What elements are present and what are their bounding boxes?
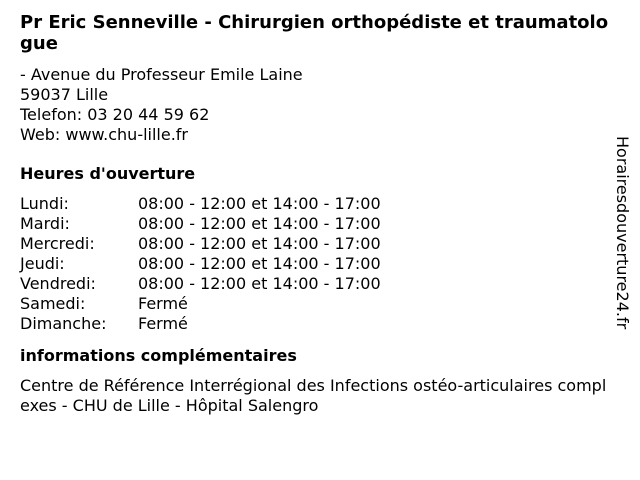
day-hours: Fermé xyxy=(138,294,188,313)
day-label: Dimanche: xyxy=(20,314,107,333)
day-label: Mardi: xyxy=(20,214,70,233)
hours-heading: Heures d'ouverture xyxy=(20,164,196,183)
hours-row-samedi xyxy=(20,294,610,314)
hours-row-lundi xyxy=(20,194,610,214)
day-hours: 08:00 - 12:00 et 14:00 - 17:00 xyxy=(138,234,381,253)
day-label: Lundi: xyxy=(20,194,69,213)
info-description: Centre de Référence Interrégional des Infections ostéo-articulaires complexes - CHU de Lille - Hôpital Salengro xyxy=(20,376,607,415)
city-postcode: 59037 Lille xyxy=(20,85,109,104)
hours-row-vendredi xyxy=(20,274,610,294)
hours-row-jeudi xyxy=(20,254,610,274)
day-hours: 08:00 - 12:00 et 14:00 - 17:00 xyxy=(138,254,381,273)
day-hours: 08:00 - 12:00 et 14:00 - 17:00 xyxy=(138,274,381,293)
day-hours: 08:00 - 12:00 et 14:00 - 17:00 xyxy=(138,214,381,233)
info-heading: informations complémentaires xyxy=(20,346,297,365)
hours-table xyxy=(20,194,610,334)
address-block xyxy=(20,65,610,145)
day-label: Mercredi: xyxy=(20,234,95,253)
hours-row-mardi xyxy=(20,214,610,234)
day-label: Samedi: xyxy=(20,294,86,313)
day-label: Jeudi: xyxy=(20,254,65,273)
page-title: Pr Eric Senneville - Chirurgien orthopédiste et traumatologue xyxy=(20,12,609,54)
website-link[interactable]: Web: www.chu-lille.fr xyxy=(20,125,189,144)
hours-row-mercredi xyxy=(20,234,610,254)
hours-row-dimanche xyxy=(20,314,610,334)
phone-number[interactable]: Telefon: 03 20 44 59 62 xyxy=(20,105,210,124)
site-watermark: Horairesdouverture24.fr xyxy=(613,136,632,330)
day-hours: Fermé xyxy=(138,314,188,333)
day-hours: 08:00 - 12:00 et 14:00 - 17:00 xyxy=(138,194,381,213)
day-label: Vendredi: xyxy=(20,274,96,293)
listing-card xyxy=(20,12,610,416)
street-address: - Avenue du Professeur Emile Laine xyxy=(20,65,303,84)
